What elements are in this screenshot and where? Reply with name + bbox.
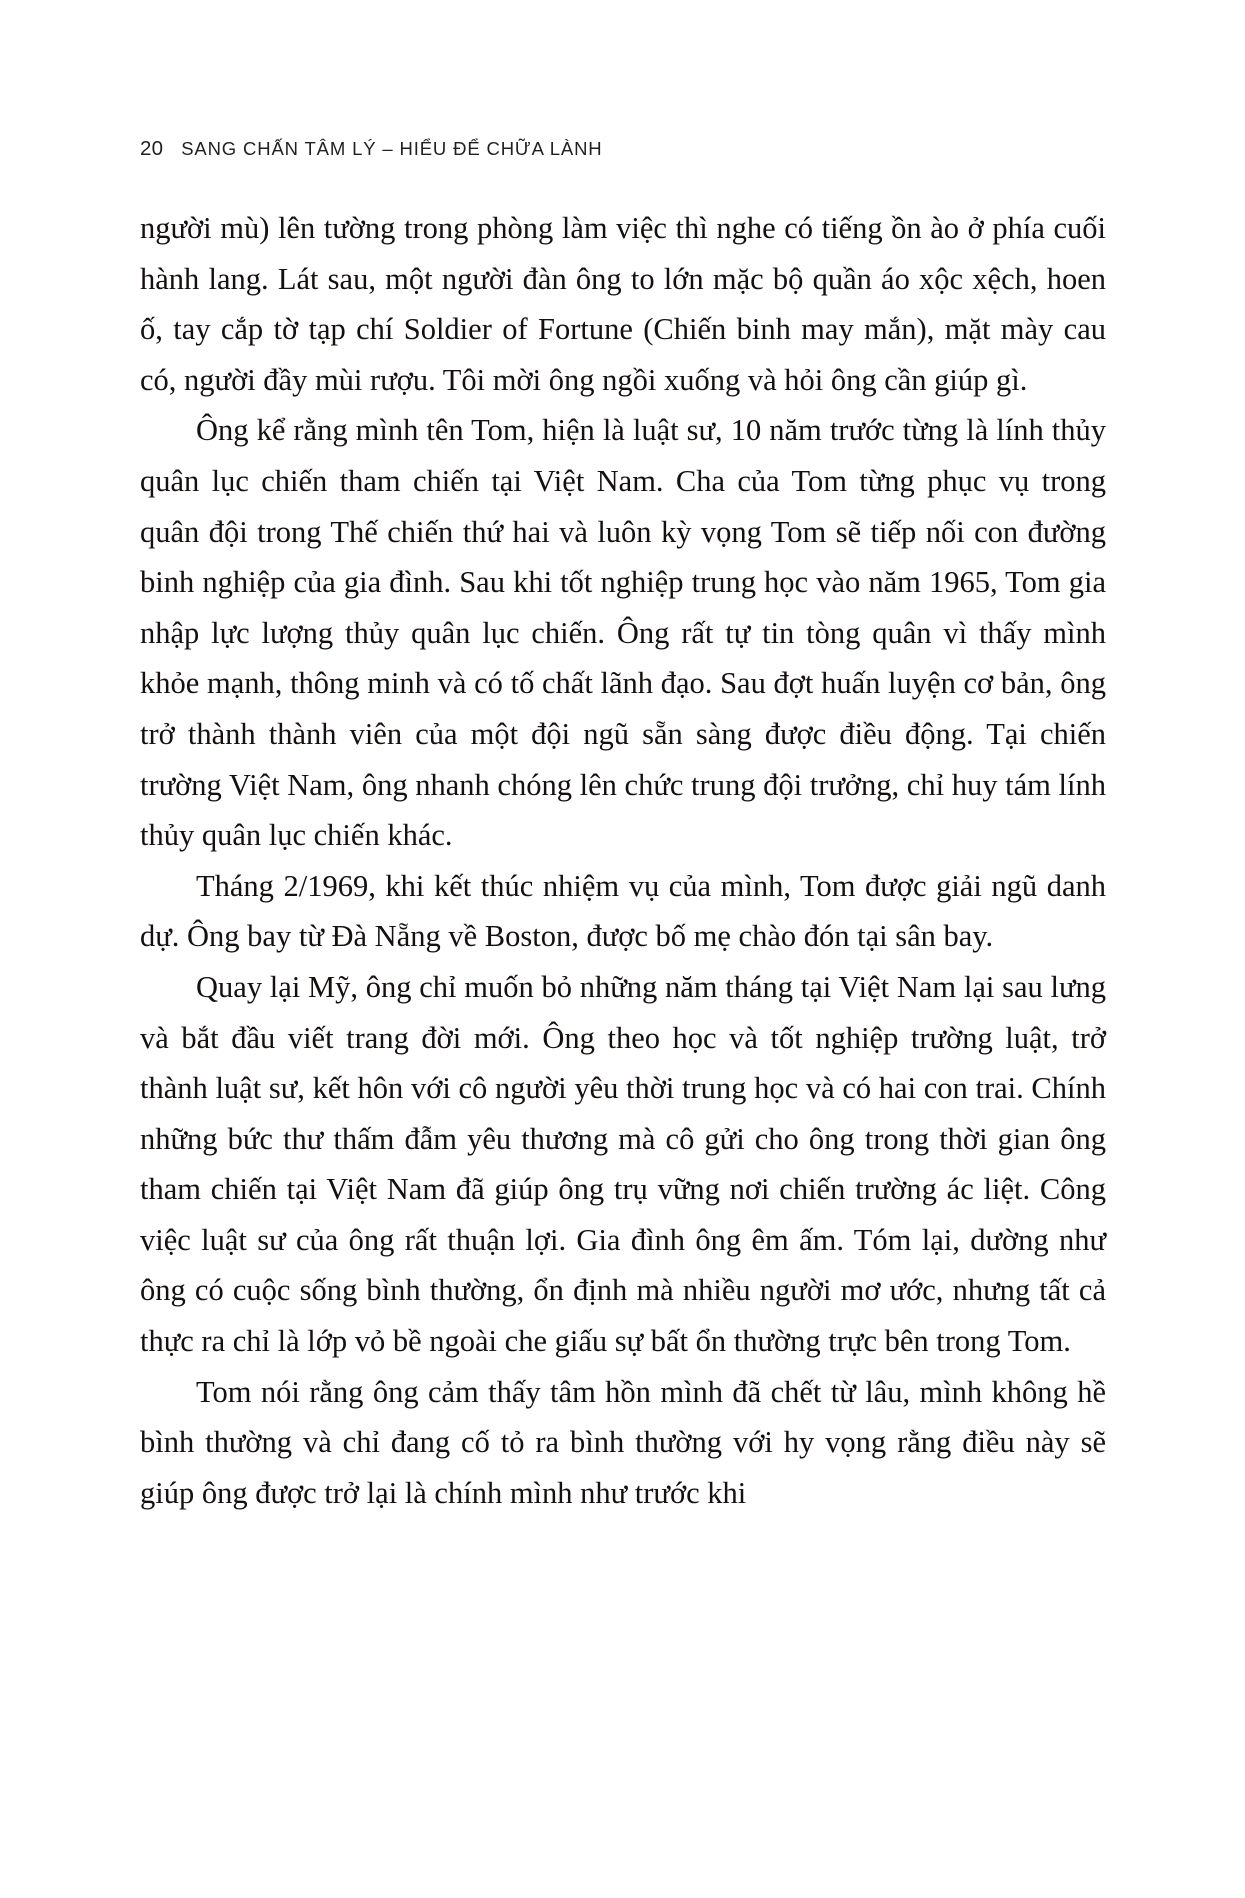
body-text-block	[140, 203, 1106, 1518]
paragraph: Quay lại Mỹ, ông chỉ muốn bỏ những năm tháng tại Việt Nam lại sau lưng và bắt đầu viết trang đời mới. Ông theo học và tốt nghiệp trường luật, trở thành luật sư, kết hôn với cô người yêu thời trung học và có hai con trai. Chính những bức thư thấm đẫm yêu thương mà cô gửi cho ông trong thời gian ông tham chiến tại Việt Nam đã giúp ông trụ vững nơi chiến trường ác liệt. Công việc luật sư của ông rất thuận lợi. Gia đình ông êm ấm. Tóm lại, dường như ông có cuộc sống bình thường, ổn định mà nhiều người mơ ước, nhưng tất cả thực ra chỉ là lớp vỏ bề ngoài che giấu sự bất ổn thường trực bên trong Tom.	[140, 969, 1106, 1359]
running-title: SANG CHẤN TÂM LÝ – HIỂU ĐỂ CHỮA LÀNH	[181, 138, 603, 159]
page-number: 20	[140, 137, 164, 160]
paragraph: Tháng 2/1969, khi kết thúc nhiệm vụ của mình, Tom được giải ngũ danh dự. Ông bay từ Đà Nẵng về Boston, được bố mẹ chào đón tại sân bay.	[140, 868, 1106, 954]
running-head	[140, 137, 1105, 161]
paragraph: người mù) lên tường trong phòng làm việc thì nghe có tiếng ồn ào ở phía cuối hành lang. Lát sau, một người đàn ông to lớn mặc bộ quần áo xộc xệch, hoen ố, tay cắp tờ tạp chí Soldier of Fortune (Chiến binh may mắn), mặt mày cau có, người đầy mùi rượu. Tôi mời ông ngồi xuống và hỏi ông cần giúp gì.	[140, 211, 1106, 397]
paragraph: Tom nói rằng ông cảm thấy tâm hồn mình đã chết từ lâu, mình không hề bình thường và chỉ đang cố tỏ ra bình thường với hy vọng rằng điều này sẽ giúp ông được trở lại là chính mình như trước khi	[140, 1374, 1106, 1510]
paragraph: Ông kể rằng mình tên Tom, hiện là luật sư, 10 năm trước từng là lính thủy quân lục chiến tham chiến tại Việt Nam. Cha của Tom từng phục vụ trong quân đội trong Thế chiến thứ hai và luôn kỳ vọng Tom sẽ tiếp nối con đường binh nghiệp của gia đình. Sau khi tốt nghiệp trung học vào năm 1965, Tom gia nhập lực lượng thủy quân lục chiến. Ông rất tự tin tòng quân vì thấy mình khỏe mạnh, thông minh và có tố chất lãnh đạo. Sau đợt huấn luyện cơ bản, ông trở thành thành viên của một đội ngũ sẵn sàng được điều động. Tại chiến trường Việt Nam, ông nhanh chóng lên chức trung đội trưởng, chỉ huy tám lính thủy quân lục chiến khác.	[140, 413, 1106, 853]
